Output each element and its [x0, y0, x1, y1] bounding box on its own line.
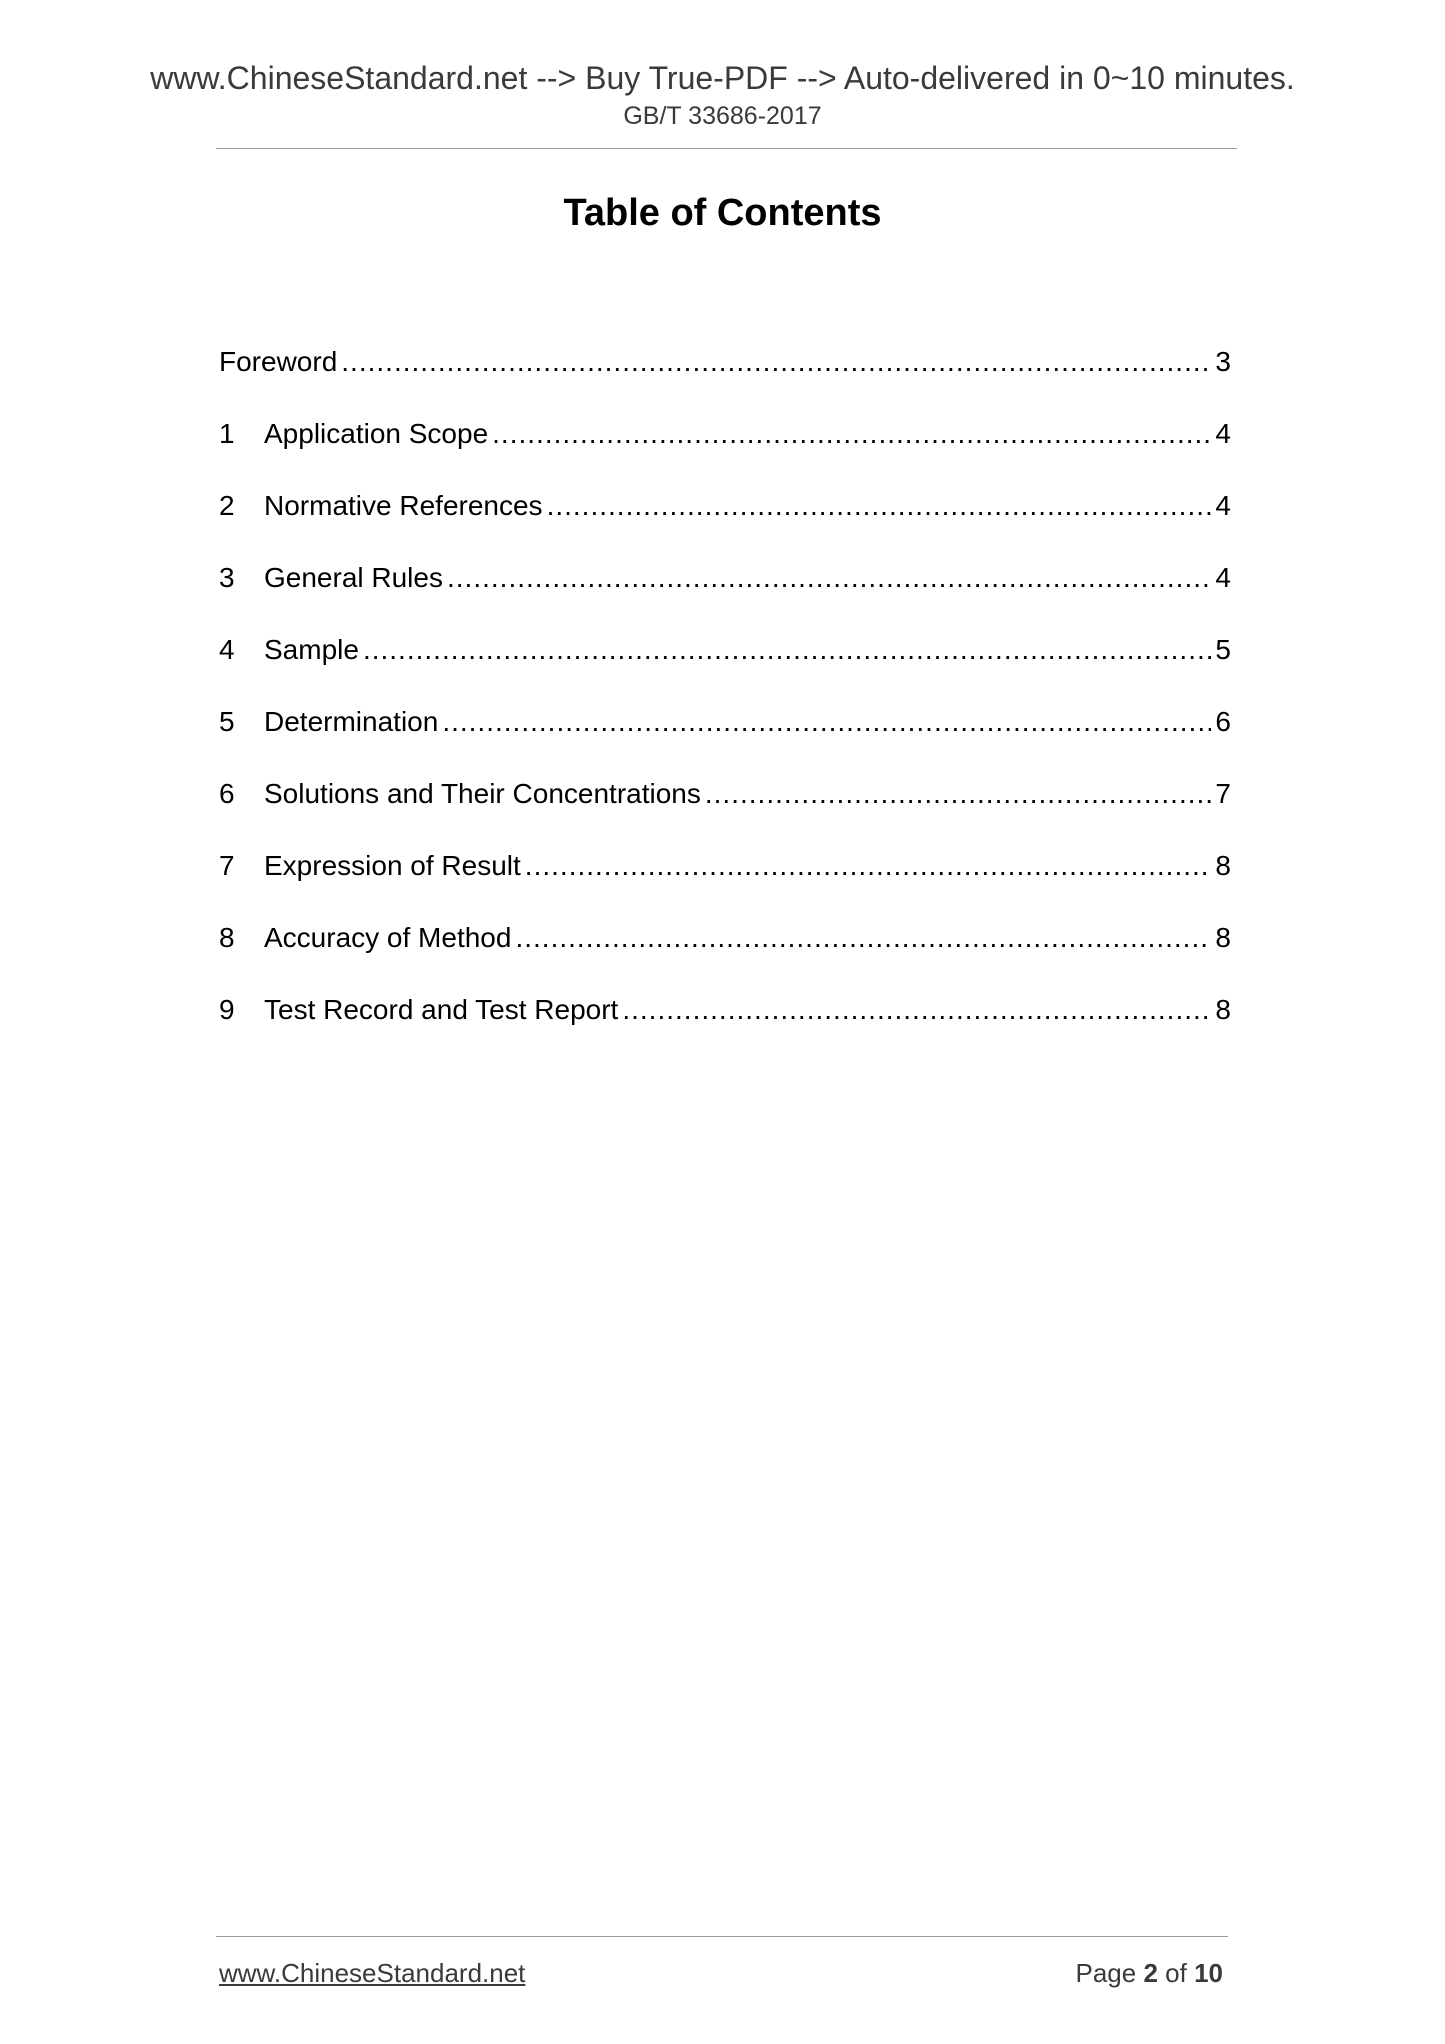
toc-leader-dots	[363, 630, 1211, 670]
toc-entry-label: Expression of Result	[264, 850, 521, 881]
toc-entry-page: 4	[1215, 418, 1231, 449]
toc-entry-number: 7	[219, 850, 235, 881]
standard-number: GB/T 33686-2017	[623, 102, 822, 130]
page-indicator	[1075, 1956, 1223, 1990]
toc-entry-number: 2	[219, 490, 235, 521]
page-prefix: Page	[1075, 1958, 1137, 1988]
toc-entry-number: 5	[219, 706, 235, 737]
toc-entry-label: Solutions and Their Concentrations	[264, 778, 701, 809]
toc-entry-label: Accuracy of Method	[264, 922, 512, 953]
toc-entry-number: 6	[219, 778, 235, 809]
table-of-contents	[219, 342, 1231, 1062]
page-title: Table of Contents	[563, 192, 882, 234]
page-of: of	[1165, 1958, 1187, 1988]
page-total: 10	[1194, 1958, 1223, 1988]
toc-entry-page: 8	[1215, 922, 1231, 953]
toc-entry-page: 8	[1215, 994, 1231, 1025]
page-current: 2	[1143, 1958, 1158, 1988]
toc-leader-dots	[705, 774, 1212, 814]
toc-leader-dots	[525, 846, 1212, 886]
toc-entry-3[interactable]	[219, 558, 1231, 630]
toc-entry-label: Determination	[264, 706, 439, 737]
header-divider	[216, 148, 1237, 149]
toc-entry-number: 4	[219, 634, 235, 665]
toc-entry-8[interactable]	[219, 918, 1231, 990]
toc-leader-dots	[442, 702, 1211, 742]
toc-entry-number: 9	[219, 994, 235, 1025]
header-banner: www.ChineseStandard.net --> Buy True-PDF --> Auto-delivered in 0~10 minutes.	[150, 60, 1295, 96]
toc-leader-dots	[341, 342, 1211, 382]
toc-entry-page: 6	[1215, 706, 1231, 737]
toc-entry-5[interactable]	[219, 702, 1231, 774]
toc-entry-label: Application Scope	[264, 418, 489, 449]
toc-entry-page: 3	[1215, 346, 1231, 377]
toc-entry-number: 1	[219, 418, 235, 449]
footer-divider	[216, 1936, 1228, 1937]
toc-entry-number: 8	[219, 922, 235, 953]
toc-entry-label: Sample	[264, 634, 359, 665]
toc-entry-page: 8	[1215, 850, 1231, 881]
toc-leader-dots	[492, 414, 1211, 454]
toc-entry-7[interactable]	[219, 846, 1231, 918]
toc-entry-label: General Rules	[264, 562, 443, 593]
toc-leader-dots	[447, 558, 1211, 598]
toc-leader-dots	[547, 486, 1212, 526]
toc-entry-foreword[interactable]	[219, 342, 1231, 414]
toc-entry-label: Normative References	[264, 490, 543, 521]
toc-entry-4[interactable]	[219, 630, 1231, 702]
toc-entry-page: 5	[1215, 634, 1231, 665]
footer-website-link[interactable]: www.ChineseStandard.net	[219, 1958, 526, 1988]
toc-leader-dots	[515, 918, 1211, 958]
toc-entry-label: Test Record and Test Report	[264, 994, 619, 1025]
toc-entry-page: 4	[1215, 562, 1231, 593]
toc-leader-dots	[622, 990, 1211, 1030]
toc-entry-page: 4	[1215, 490, 1231, 521]
toc-entry-page: 7	[1215, 778, 1231, 809]
toc-entry-9[interactable]	[219, 990, 1231, 1062]
toc-entry-label: Foreword	[219, 346, 338, 377]
toc-entry-2[interactable]	[219, 486, 1231, 558]
toc-entry-number: 3	[219, 562, 235, 593]
toc-entry-6[interactable]	[219, 774, 1231, 846]
toc-entry-1[interactable]	[219, 414, 1231, 486]
